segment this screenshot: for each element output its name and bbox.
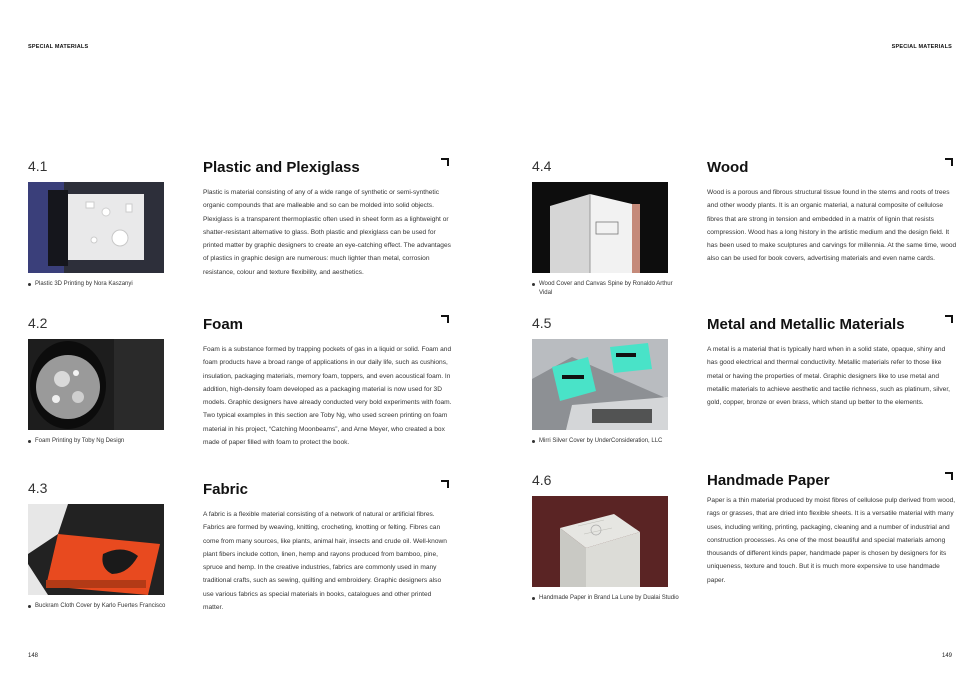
thumbnail-fabric (28, 504, 164, 595)
running-head-right: SPECIAL MATERIALS (891, 44, 952, 50)
thumbnail-handmade-paper (532, 496, 668, 587)
thumbnail-plastic (28, 182, 164, 273)
thumbnail-wood (532, 182, 668, 273)
entry-title: Plastic and Plexiglass (203, 159, 360, 176)
page-number-left: 148 (28, 653, 39, 659)
section-number: 4.3 (28, 480, 48, 496)
image-caption: Plastic 3D Printing by Nora Kaszanyi (28, 280, 177, 289)
image-caption: Buckram Cloth Cover by Karlo Fuertes Francisco (28, 602, 177, 611)
entry-body: Plastic is material consisting of any of a wide range of synthetic or semi-synthetic organic compounds that are malleable and so can be molded into solid objects. Plexiglass is a transparent thermoplastic often used in sheet form as a lightweight or shatter-resistant alternative to glass. Both plastic and plexiglass can be used for printed matter by graphic designers to create an eye-catching effect. The advantages of plastics in graphic design are numerous: much lighter than metal, corrosion resistance, colour and texture flexibility, and aesthetics. (203, 189, 451, 276)
corner-mark-icon (945, 158, 953, 166)
entry-title: Metal and Metallic Materials (707, 316, 905, 333)
entry-body: A fabric is a flexible material consisting of a network of natural or artificial fibres. Fabrics are formed by weaving, knitting, crocheting, knotting or felting. Fibres can come from many sources, like plants, animal hair, insects and crude oil. Well-known plant fibers include cotton, linen, hemp and rayons produced from bamboo, pine, spruce and hemp. In the creative industries, fabrics are commonly used in many traditional crafts, such as sewing, quilting and embroidery. Graphic designers also use various fabrics as special materials in books, catalogues and other printed matter. (203, 511, 447, 612)
entry-body: Paper is a thin material produced by moist fibres of cellulose pulp derived from wood, rags or grasses, that are dried into flexible sheets. It is a versatile material with many uses, including writing, printing, packaging, cleaning and a number of industrial and construction processes. As one of the most beautiful and special materials among thousands of different kinds paper, handmade paper is chosen by designers for its uniqueness, texture and touch. But it is much more expensive to use handmade paper. (707, 497, 956, 584)
page-number-right: 149 (941, 653, 952, 659)
image-caption: Foam Printing by Toby Ng Design (28, 437, 177, 446)
corner-mark-icon (441, 480, 449, 488)
image-caption: Wood Cover and Canvas Spine by Ronaldo Arthur Vidal (532, 280, 681, 298)
entry-body: A metal is a material that is typically hard when in a solid state, opaque, shiny and has good electrical and thermal conductivity. Metallic materials refer to those like metal or having the properties of metal. Graphic designers like to use metal and metallic materials to achieve aesthetic and tactile richness, such as platinum, silver, gold, copper, bronze or even brass, which stand up better to the elements. (707, 346, 950, 407)
entry-wood (532, 158, 962, 308)
section-number: 4.6 (532, 472, 552, 488)
entry-title: Fabric (203, 481, 249, 498)
entry-title: Foam (203, 316, 244, 333)
entry-body: Wood is a porous and fibrous structural tissue found in the stems and roots of trees and other woody plants. It is an organic material, a natural composite of cellulose fibres that are strong in tension and embedded in a matrix of lignin that resists compression. Wood has a long history in the artistic medium and the design field. It has been used to make sculptures and carvings for millennia. At the same time, wood also can be used for book covers, advertising materials and even name cards. (707, 189, 957, 263)
thumbnail-foam (28, 339, 164, 430)
corner-mark-icon (441, 315, 449, 323)
corner-mark-icon (945, 472, 953, 480)
image-caption: Mirri Silver Cover by UnderConsideration, LLC (532, 437, 681, 446)
corner-mark-icon (945, 315, 953, 323)
entry-metal (532, 315, 962, 465)
entry-title: Handmade Paper (707, 472, 830, 489)
running-head-left: SPECIAL MATERIALS (28, 44, 89, 50)
entry-foam (28, 315, 458, 465)
section-number: 4.2 (28, 315, 48, 331)
section-number: 4.5 (532, 315, 552, 331)
entry-title: Wood (707, 159, 749, 176)
image-caption: Handmade Paper in Brand La Lune by Dualai Studio (532, 594, 681, 603)
entry-fabric (28, 480, 458, 630)
corner-mark-icon (441, 158, 449, 166)
section-number: 4.1 (28, 158, 48, 174)
thumbnail-metal (532, 339, 668, 430)
entry-body: Foam is a substance formed by trapping pockets of gas in a liquid or solid. Foam and foam products have a broad range of applications in our daily life, such as cushions, insulation, packaging materials, memory foam, toppers, and even acoustical foam. In addition, high-density foam developed as a packaging material is now used for 3D models. Graphic designers have already conducted very bold experiments with foam. Two typical examples in this section are Toby Ng, who used screen printing on foam material in his project, “Catching Moonbeams”, and Arne Meyer, who created a box made of paper filled with foam to protect the book. (203, 346, 452, 447)
entry-handmade-paper (532, 472, 962, 622)
entry-plastic (28, 158, 458, 308)
section-number: 4.4 (532, 158, 552, 174)
